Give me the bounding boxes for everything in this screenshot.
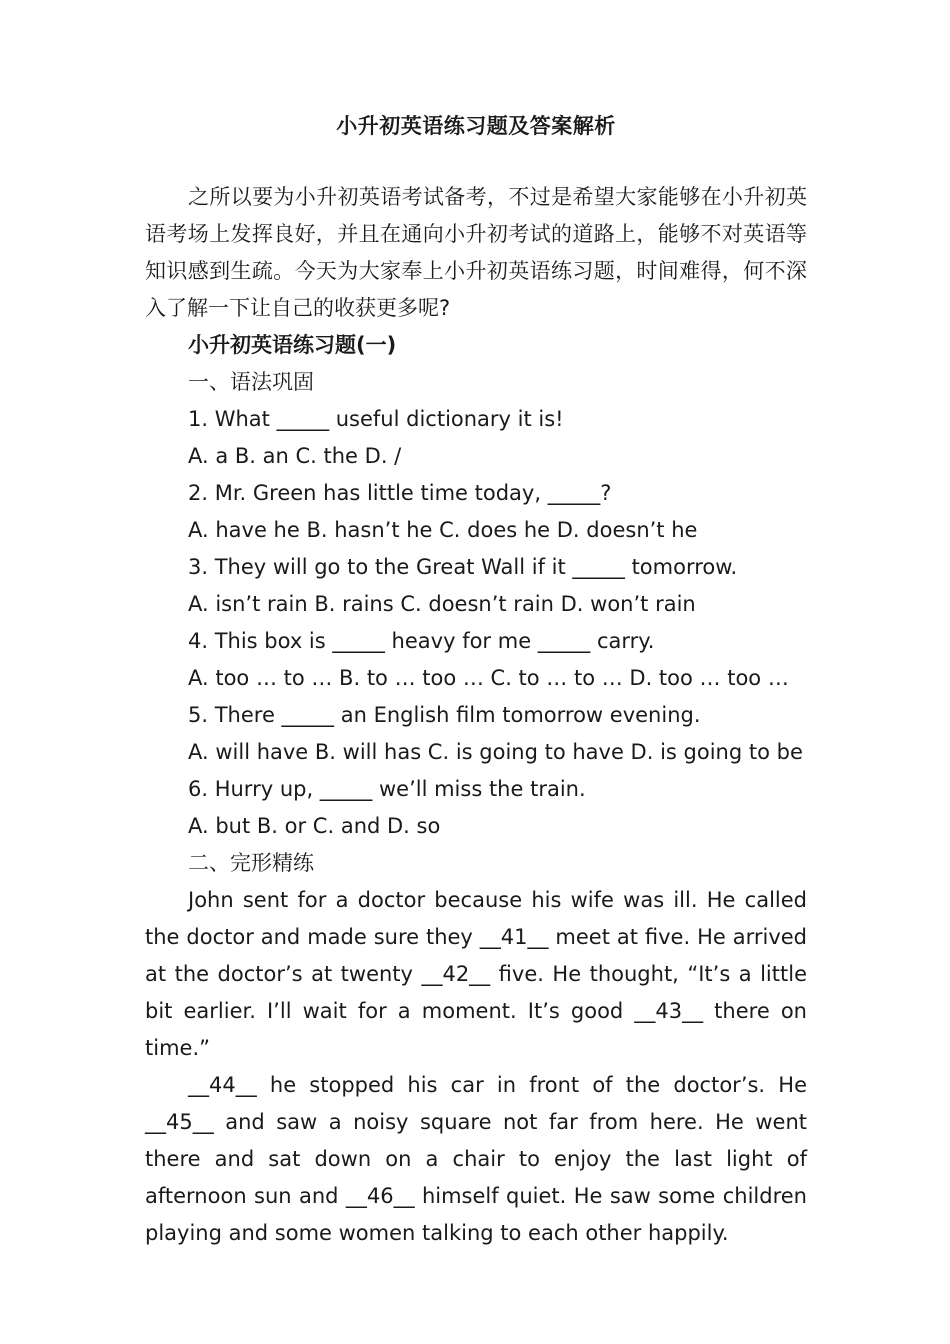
question-3-options: A. isn’t rain B. rains C. doesn’t rain D. won’t rain — [188, 592, 696, 616]
document-page — [145, 108, 807, 1252]
question-1: 1. What _____ useful dictionary it is! — [188, 407, 564, 431]
question-3: 3. They will go to the Great Wall if it _____ tomorrow. — [188, 555, 738, 579]
question-2: 2. Mr. Green has little time today, _____? — [188, 481, 612, 505]
page-title: 小升初英语练习题及答案解析 — [336, 114, 616, 138]
passage-paragraph-1: John sent for a doctor because his wife was ill. He called the doctor and made sure they __41__ meet at five. He arrived at the doctor’s at twenty __42__ five. He thought, “It’s a little bit earlier. I’ll wait for a moment. It’s good __43__ there on time.” — [145, 888, 807, 1060]
question-5: 5. There _____ an English film tomorrow evening. — [188, 703, 701, 727]
question-2-options: A. have he B. hasn’t he C. does he D. doesn’t he — [188, 518, 698, 542]
passage-paragraph-2: __44__ he stopped his car in front of the doctor’s. He __45__ and saw a noisy square not far from here. He went there and sat down on a chair to enjoy the last light of afternoon sun and __46__ himself quiet. He saw some children playing and some women talking to each other happily. — [145, 1073, 807, 1245]
question-6-options: A. but B. or C. and D. so — [188, 814, 441, 838]
part2-heading: 二、完形精练 — [188, 851, 314, 875]
question-5-options: A. will have B. will has C. is going to have D. is going to be — [188, 740, 803, 764]
section-title: 小升初英语练习题(一) — [188, 333, 397, 357]
question-1-options: A. a B. an C. the D. / — [188, 444, 402, 468]
part1-heading: 一、语法巩固 — [188, 370, 314, 394]
question-4-options: A. too … to … B. to … too … C. to … to … D. too … too … — [188, 666, 789, 690]
intro-paragraph: 之所以要为小升初英语考试备考，不过是希望大家能够在小升初英语考场上发挥良好，并且在通向小升初考试的道路上，能够不对英语等知识感到生疏。今天为大家奉上小升初英语练习题，时间难得，何不深入了解一下让自己的收获更多呢? — [145, 185, 807, 320]
question-6: 6. Hurry up, _____ we’ll miss the train. — [188, 777, 586, 801]
question-4: 4. This box is _____ heavy for me _____ carry. — [188, 629, 655, 653]
